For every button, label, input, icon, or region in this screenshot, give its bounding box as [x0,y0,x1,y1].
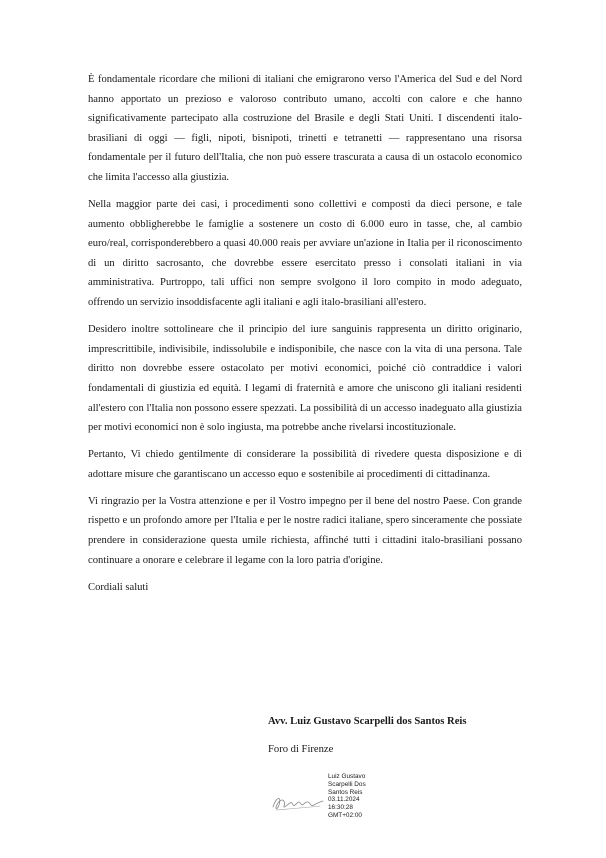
handwritten-signature [270,787,326,817]
signature-line-surname-2: Santos Reis [328,788,363,796]
paragraph-costs: Nella maggior parte dei casi, i procedimenti sono collettivi e composti da dieci persone, e tale aumento obbligherebbe le famiglie a sostenere un costo di 6.000 euro in tasse, che, al cambio euro/real, corrisponderebbero a quasi 40.000 reais per avviare un'azione in Italia per il riconoscimento di un diritto sacrosanto, che dovrebbe essere esercitato presso i consolati italiani in via amministrativa. Purtroppo, tali uffici non sempre svolgono il loro compito in modo adeguato, offrendo un servizio insoddisfacente agli italiani e agli italo-brasiliani all'estero. [88,199,522,309]
paragraph-request: Pertanto, Vi chiedo gentilmente di considerare la possibilità di rivedere questa disposizione e di adottare misure che garantiscano un accesso equo e sostenibile ai procedimenti di cittadinanza. [88,449,522,480]
closing-salutation: Cordiali saluti [88,581,149,593]
paragraph-iure-sanguinis: Desidero inoltre sottolineare che il principio del iure sanguinis rappresenta un diritto originario, imprescrittibile, indivisibile, indissolubile e indisponibile, che nasce con la vita di una persona. Tale diritto non dovrebbe essere ostacolato per motivi economici, poiché ciò contraddice i valori fondamentali di giustizia ed equità. I legami di fraternità e amore che uniscono gli italiani residenti all'estero con l'Italia non possono essere spezzati. La possibilità di un accesso inadeguato alla giustizia per motivi economici non è solo ingiusta, ma potrebbe anche rivelarsi incostituzionale. [88,324,522,434]
paragraph-thanks: Vi ringrazio per la Vostra attenzione e per il Vostro impegno per il bene del nostro Paese. Con grande rispetto e un profondo amore per l'Italia e per le nostre radici italiane, spero sinceramente che possiate prendere in considerazione questa umile richiesta, affinché tutti i cittadini italo-brasiliani possano continuare a onorare e celebrare il legame con la loro patria d'origine. [88,495,522,566]
signer-court: Foro di Firenze [268,744,334,755]
digital-signature-stamp [270,773,390,829]
signature-line-date: 03.11.2024 [328,796,360,804]
signer-name: Avv. Luiz Gustavo Scarpelli dos Santos Reis [268,716,467,727]
signature-line-surname-1: Scarpelli Dos [328,780,366,788]
letter-body [88,70,522,597]
signature-line-time: 16:30:28 [328,804,353,812]
digital-signature-details [328,773,366,820]
signature-line-first-name: Luiz Gustavo [328,773,366,780]
paragraph-emigration: È fondamentale ricordare che milioni di italiani che emigrarono verso l'America del Sud e del Nord hanno apportato un prezioso e valoroso contributo umano, accolti con calore e che hanno significativamente partecipato alla costruzione del Brasile e degli Stati Uniti. I discendenti italo-brasiliani di oggi — figli, nipoti, bisnipoti, trinetti e tetranetti — rappresentano una risorsa fondamentale per il futuro dell'Italia, che non può essere trascurata a causa di un ostacolo economico che limita l'accesso alla giustizia. [88,74,522,183]
signature-line-timezone: GMT+02:00 [328,811,362,819]
